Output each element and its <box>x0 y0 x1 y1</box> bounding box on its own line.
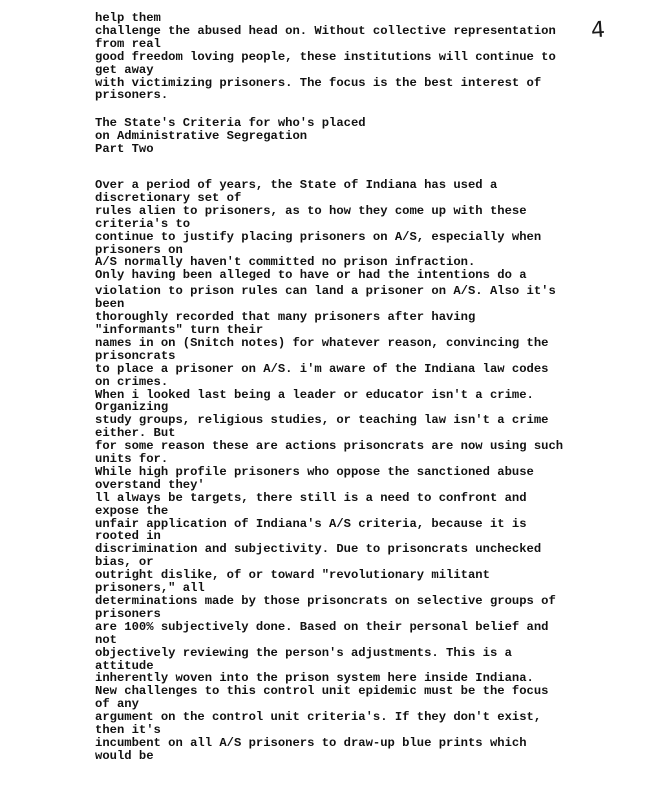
text-line: either. But <box>95 426 176 441</box>
text-line: Organizing <box>95 400 169 415</box>
text-line: with victimizing prisoners. The focus is the best interest of <box>95 75 542 90</box>
text-line: prisoners. <box>95 88 169 103</box>
text-line: discretionary set of <box>95 190 242 205</box>
text-line: prisoners <box>95 606 161 621</box>
text-line: are 100% subjectively done. Based on their personal belief and <box>95 619 549 634</box>
text-line: incumbent on all A/S prisoners to draw-up blue prints which <box>95 735 527 750</box>
text-line: would be <box>95 748 154 763</box>
text-line: names in on (Snitch notes) for whatever reason, convincing the <box>95 335 549 350</box>
text-line: discrimination and subjectivity. Due to prisoncrats unchecked <box>95 542 542 557</box>
section-heading <box>95 117 565 156</box>
text-line: violation to prison rules can land a prisoner on A/S. Also it's <box>95 284 556 299</box>
text-line: thoroughly recorded that many prisoners after having <box>95 310 476 325</box>
text-line: determinations made by those prisoncrats on selective groups of <box>95 594 556 608</box>
body-paragraph <box>95 179 565 763</box>
text-line: from real <box>95 36 161 51</box>
text-line: New challenges to this control unit epidemic must be the focus <box>95 684 549 699</box>
text-line: good freedom loving people, these institutions will continue to <box>95 49 556 64</box>
text-line: The State's Criteria for who's placed <box>95 116 366 130</box>
text-line: units for. <box>95 452 169 467</box>
text-line: ll always be targets, there still is a need to confront and <box>95 490 527 505</box>
text-line: prisoncrats <box>95 348 176 363</box>
text-line: bias, or <box>95 555 154 570</box>
text-line: argument on the control unit criteria's. If they don't exist, <box>95 710 542 725</box>
text-line: Only having been alleged to have or had the intentions do a <box>95 268 527 283</box>
page-number: 4 <box>590 17 606 44</box>
text-line: prisoners on <box>95 242 183 257</box>
text-line: then it's <box>95 723 161 738</box>
text-line: expose the <box>95 503 169 518</box>
text-line: study groups, religious studies, or teaching law isn't a crime <box>95 413 549 428</box>
text-line: not <box>95 632 117 647</box>
text-line: continue to justify placing prisoners on A/S, especially when <box>95 229 542 244</box>
text-line: overstand they' <box>95 477 205 492</box>
text-line: While high profile prisoners who oppose the sanctioned abuse <box>95 464 534 479</box>
text-line: A/S normally haven't committed no prison infraction. <box>95 255 476 270</box>
text-line: "informants" turn their <box>95 322 264 337</box>
text-line: of any <box>95 697 139 712</box>
text-line: inherently woven into the prison system here inside Indiana. <box>95 671 534 686</box>
text-line: on crimes. <box>95 374 169 389</box>
text-line: outright dislike, of or toward "revolutionary militant <box>95 568 490 583</box>
text-line: help them <box>95 11 161 25</box>
text-line: for some reason these are actions prisoncrats are now using such <box>95 439 564 454</box>
text-line: get away <box>95 62 154 77</box>
text-line: to place a prisoner on A/S. i'm aware of the Indiana law codes <box>95 361 549 376</box>
text-line: Part Two <box>95 141 154 156</box>
text-line: prisoners," all <box>95 581 205 596</box>
text-line: attitude <box>95 658 154 673</box>
text-line: unfair application of Indiana's A/S criteria, because it is <box>95 516 527 531</box>
text-line: Over a period of years, the State of Indiana has used a <box>95 178 498 192</box>
text-line: rules alien to prisoners, as to how they come up with these <box>95 203 527 218</box>
intro-paragraph <box>95 12 565 102</box>
text-line: on Administrative Segregation <box>95 128 308 143</box>
text-line: objectively reviewing the person's adjustments. This is a <box>95 645 512 660</box>
text-line: criteria's to <box>95 216 191 231</box>
text-line: been <box>95 297 125 312</box>
text-line: When i looked last being a leader or educator isn't a crime. <box>95 387 534 402</box>
text-line: rooted in <box>95 529 161 544</box>
text-line: challenge the abused head on. Without collective representation <box>95 23 556 38</box>
